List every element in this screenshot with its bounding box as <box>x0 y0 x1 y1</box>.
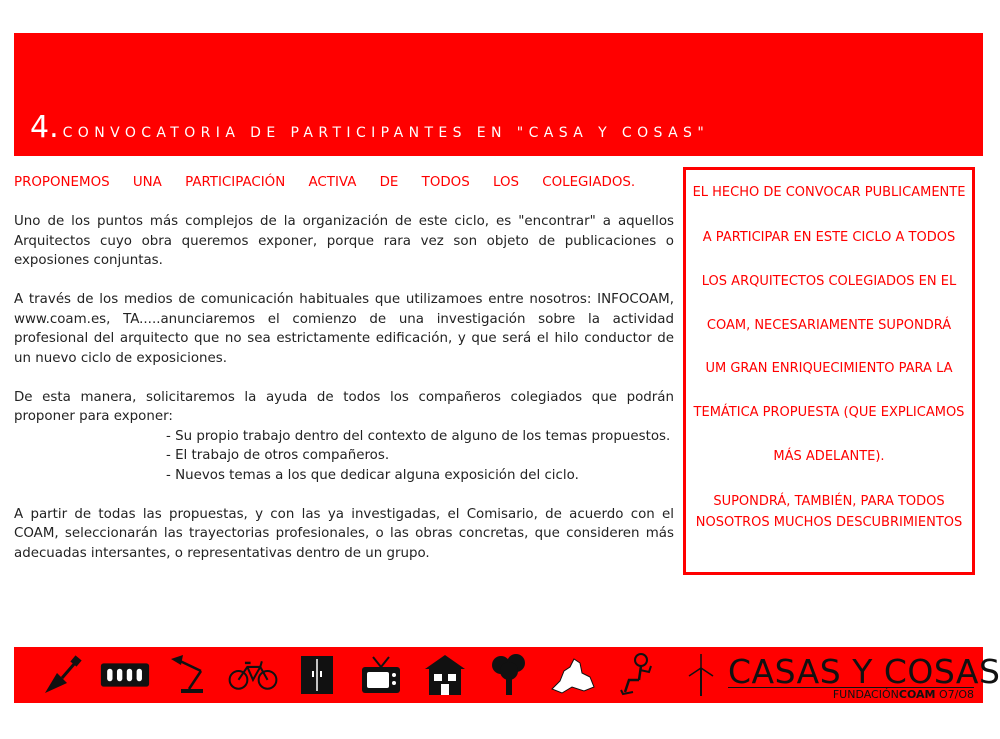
brand-sub-prefix: FUNDACIÓN <box>832 688 899 701</box>
callout-line: TEMÁTICA PROPUESTA (QUE EXPLICAMOS <box>693 405 965 420</box>
paragraph-4: A partir de todas las propuestas, y con las ya investigadas, el Comisario, de acuerdo con el COAM, seleccionarán las trayectorias profesionales, o las obras concretas, que consideren más adecuadas intersantes, o representativas dentro de un grupo. <box>14 506 674 561</box>
trowel-icon <box>36 650 86 700</box>
icon-strip <box>36 649 726 701</box>
proposal-list <box>14 427 674 486</box>
lead-statement: PROPONEMOS UNA PARTICIPACIÓN ACTIVA DE TODOS LOS COLEGIADOS. <box>14 175 636 190</box>
paragraph-3: De esta manera, solicitaremos la ayuda de todos los compañeros colegiados que podrán proponer para exponer: <box>14 389 674 424</box>
section-heading: CONVOCATORIA DE PARTICIPANTES EN "CASA Y COSAS" <box>62 125 710 141</box>
callout-line: COAM, NECESARIAMENTE SUPONDRÁ <box>706 318 952 333</box>
callout-line: NOSOTROS MUCHOS DESCUBRIMIENTOS <box>695 515 963 530</box>
brand-subtitle <box>728 687 974 701</box>
callout-line: A PARTICIPAR EN ESTE CICLO A TODOS <box>702 230 956 245</box>
radiator-icon <box>100 650 150 700</box>
callout-line: EL HECHO DE CONVOCAR PUBLICAMENTE <box>692 185 966 200</box>
madrid-map-icon <box>548 650 598 700</box>
section-title <box>30 110 709 145</box>
list-item: - Nuevos temas a los que dedicar alguna exposición del ciclo. <box>166 467 579 483</box>
list-item: - El trabajo de otros compañeros. <box>166 448 390 463</box>
brand-sub-year: O7/O8 <box>935 688 974 701</box>
tree-icon <box>484 650 534 700</box>
house-icon <box>420 650 470 700</box>
bicycle-icon <box>228 650 278 700</box>
brand-title: CASAS Y COSAS <box>728 652 1000 691</box>
paragraph-1: Uno de los puntos más complejos de la organización de este ciclo, es "encontrar" a aquellos Arquitectos cuyo obra queremos exponer, porque rara vez son objeto de publicaciones o exposiones conjuntas. <box>14 214 674 268</box>
wind-turbine-icon <box>676 650 726 700</box>
section-number: 4. <box>30 110 59 145</box>
callout-line: LOS ARQUITECTOS COLEGIADOS EN EL <box>701 274 957 289</box>
desk-lamp-icon <box>164 650 214 700</box>
person-sitting-icon <box>612 650 662 700</box>
paragraph-2: A través de los medios de comunicación habituales que utilizamoes entre nosotros: INFOCOAM, www.coam.es, TA.....anunciaremos el comienzo de una investigación sobre la actividad profesional del arquitecto que no sea estrictamente edificación, y que será el hilo conductor de un nuevo ciclo de exposiciones. <box>14 292 674 366</box>
callout-box <box>683 167 975 575</box>
list-item: - Su propio trabajo dentro del contexto de alguno de los temas propuestos. <box>166 428 671 444</box>
callout-line: UM GRAN ENRIQUECIMIENTO PARA LA <box>705 361 953 376</box>
brand-sub-coam: COAM <box>898 688 936 701</box>
main-text <box>14 173 674 583</box>
callout-line: MÁS ADELANTE). <box>773 449 885 464</box>
callout-line: SUPONDRÁ, TAMBIÉN, PARA TODOS <box>713 494 945 509</box>
television-icon <box>356 650 406 700</box>
wardrobe-icon <box>292 650 342 700</box>
